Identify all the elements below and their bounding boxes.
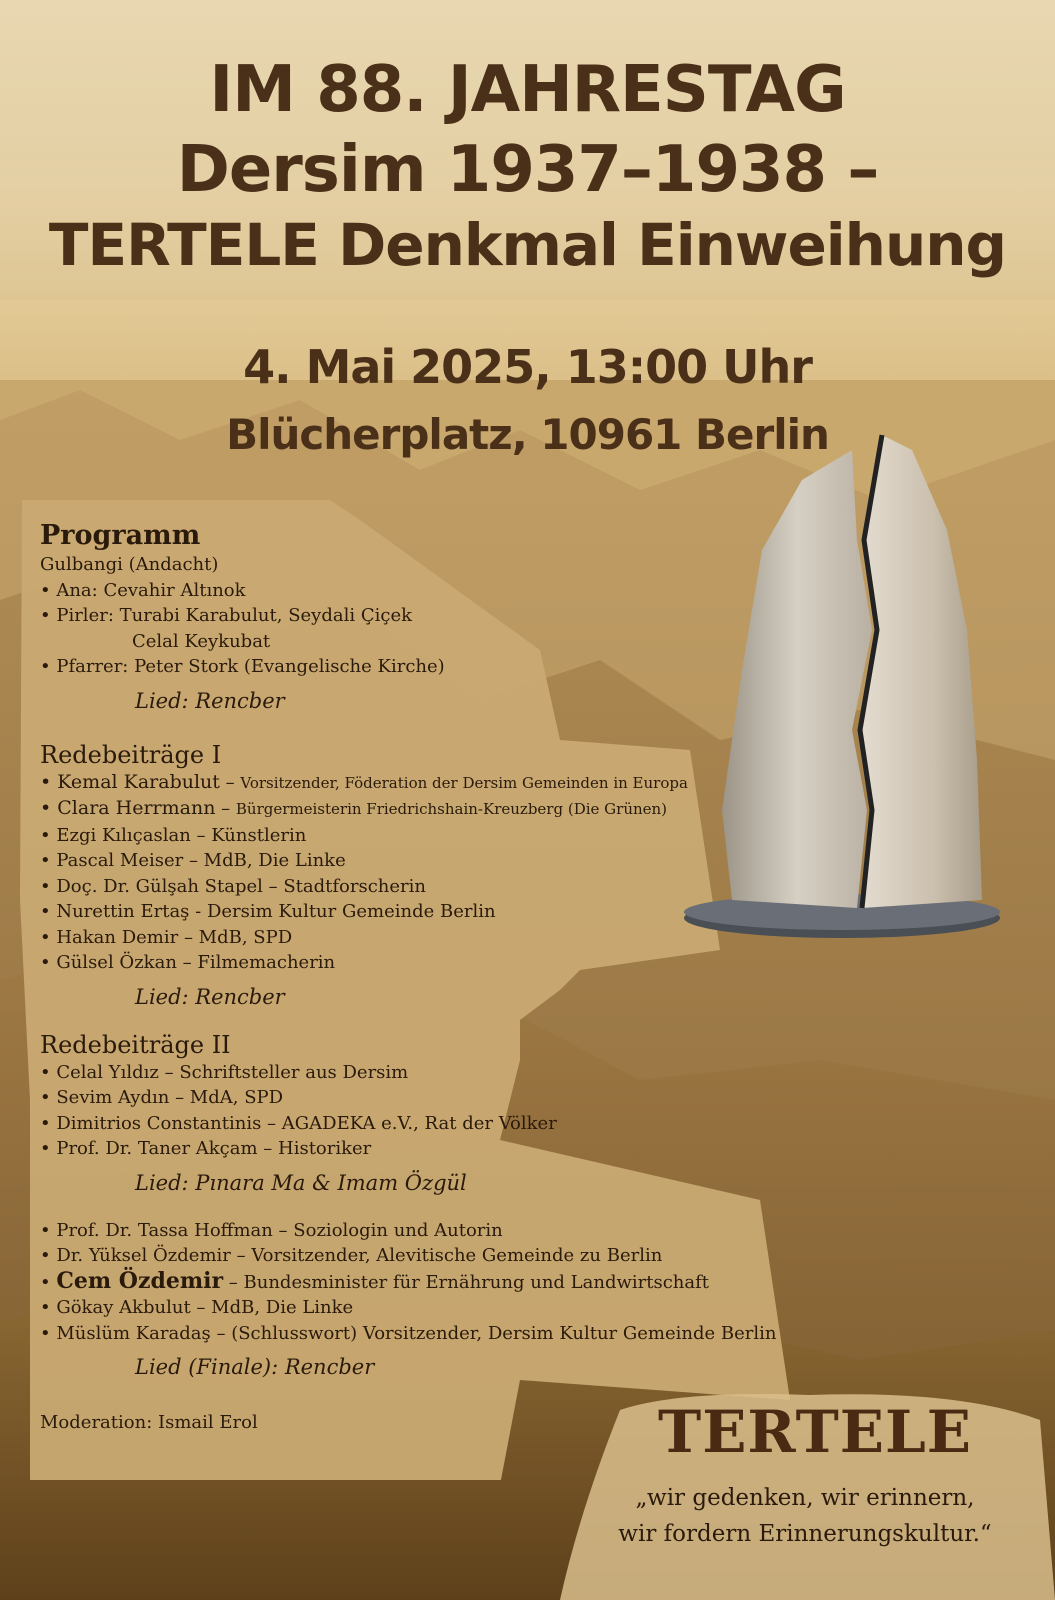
list-item: • Celal Yıldız – Schriftsteller aus Dersim [40,1061,409,1083]
list-item: • Pirler: Turabi Karabulut, Seydali Çiçek [40,605,413,626]
closing-title: TERTELE [658,1398,972,1466]
closing-quote-line-2: wir fordern Erinnerungskultur.“ [618,1521,992,1547]
closing-quote [575,1480,1035,1552]
list-item: • Ana: Cevahir Altınok [40,579,246,601]
bullet: • [40,1271,57,1293]
list-item: • Dimitrios Constantinis – AGADEKA e.V., Rat der Völker [40,1112,557,1134]
list-item: • Dr. Yüksel Özdemir – Vorsitzender, Alevitische Gemeinde zu Berlin [40,1245,663,1266]
poster-header [0,40,1055,279]
moderation-credit: Moderation: Ismail Erol [40,1412,258,1433]
song-label: Lied: Rencber [135,688,285,713]
event-date: 4. Mai 2025, 13:00 Uhr [243,340,812,394]
list-item: • Ezgi Kılıçaslan – Künstlerin [40,824,307,846]
event-place: Blücherplatz, 10961 Berlin [226,410,829,459]
program-title: Programm [40,520,201,551]
closing-quote-line-1: „wir gedenken, wir erinnern, [635,1485,975,1511]
song-label: Lied: Pınara Ma & Imam Özgül [135,1170,467,1195]
title-monument-inauguration: TERTELE Denkmal Einweihung [48,211,1007,279]
speaker-role: – Bundesminister für Ernährung und Landwirtschaft [223,1271,710,1293]
speaker-role: Bürgermeisterin Friedrichshain-Kreuzberg (Die Grünen) [235,800,668,818]
list-item: • Nurettin Ertaş - Dersim Kultur Gemeinde Berlin [40,901,496,922]
list-item [40,770,820,797]
section-title-rede-1: Redebeiträge I [40,740,222,769]
list-item: • Müslüm Karadaş – (Schlusswort) Vorsitzender, Dersim Kultur Gemeinde Berlin [40,1322,777,1344]
section-title-rede-2: Redebeiträge II [40,1030,231,1059]
list-item: • Gökay Akbulut – MdB, Die Linke [40,1297,354,1318]
list-item [40,796,820,823]
separator: – [215,798,236,819]
list-item: Celal Keykubat [132,630,271,652]
separator: – [219,771,241,793]
list-item: • Pfarrer: Peter Stork (Evangelische Kirche) [40,656,445,677]
speaker-name: • Clara Herrmann [40,797,216,819]
speaker-name: Cem Özdemir [56,1267,224,1294]
title-anniversary: IM 88. JAHRESTAG [209,53,846,127]
list-item: • Pascal Meiser – MdB, Die Linke [40,850,346,871]
song-label: Lied: Rencber [135,984,285,1009]
list-item: • Prof. Dr. Tassa Hoffman – Soziologin und Autorin [40,1219,503,1241]
program-subtitle: Gulbangi (Andacht) [40,554,219,575]
list-item: • Gülsel Özkan – Filmemacherin [40,952,336,973]
title-dersim-years: Dersim 1937–1938 – [176,133,879,207]
list-item: • Hakan Demir – MdB, SPD [40,926,293,948]
list-item [40,1269,820,1296]
list-item: • Sevim Aydın – MdA, SPD [40,1087,284,1108]
program-content [40,520,820,1388]
song-label-finale: Lied (Finale): Rencber [135,1355,375,1379]
list-item: • Doç. Dr. Gülşah Stapel – Stadtforscherin [40,875,426,897]
speaker-role: Vorsitzender, Föderation der Dersim Gemeinden in Europa [240,773,688,792]
speaker-name: • Kemal Karabulut [40,770,220,793]
list-item: • Prof. Dr. Taner Akçam – Historiker [40,1138,372,1159]
